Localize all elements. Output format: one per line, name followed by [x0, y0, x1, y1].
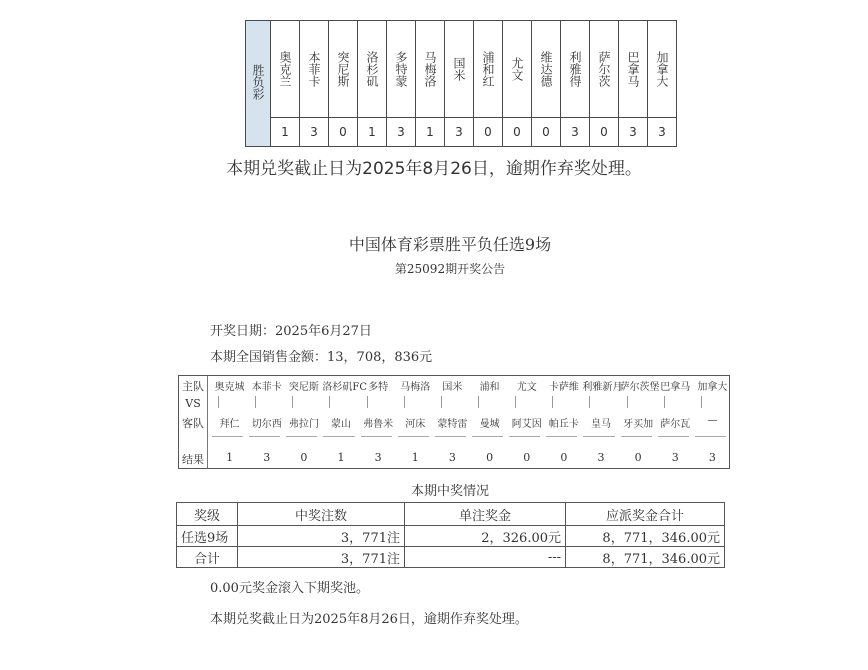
doc-subtitle: 第25092期开奖公告 [394, 262, 506, 276]
vs-bar [589, 396, 590, 408]
grid-divider [207, 376, 208, 468]
results-table [245, 20, 677, 147]
prize-title: 本期中奖情况 [410, 484, 489, 499]
team-cell: 国米 [445, 21, 474, 118]
home-team: 萨尔茨堡 [619, 382, 660, 393]
away-team: — [707, 415, 718, 426]
team-cell: 加拿大 [648, 21, 677, 118]
vs-bar [292, 396, 293, 408]
match-result: 0 [300, 451, 308, 464]
team-cell: 尤文 [503, 21, 532, 118]
dash-line [361, 436, 392, 437]
match-result: 3 [448, 451, 456, 464]
match-result: 0 [560, 451, 568, 464]
match-result: 0 [486, 451, 494, 464]
dash-line [621, 436, 652, 437]
match-result: 3 [671, 451, 679, 464]
match-column [360, 376, 397, 468]
prize-row [177, 547, 725, 568]
home-team: 利雅新月 [582, 382, 623, 393]
team-cell: 突尼斯 [329, 21, 358, 118]
result-cell: 1 [416, 118, 445, 147]
vs-bar [664, 396, 665, 408]
home-team: 本菲卡 [251, 382, 282, 393]
home-team: 巴拿马 [660, 382, 691, 393]
header-cell [246, 21, 271, 147]
match-column [322, 376, 368, 468]
grid-label-vs: VS [185, 397, 201, 410]
prize-cell: 2，326.00元 [405, 526, 566, 547]
result-cell: 0 [590, 118, 619, 147]
home-team: 浦和 [479, 382, 500, 393]
dash-line [249, 436, 280, 437]
match-column [508, 376, 545, 468]
match-column [285, 376, 322, 468]
home-team: 国米 [442, 382, 463, 393]
match-result: 3 [708, 451, 716, 464]
dash-line [583, 436, 614, 437]
draw-date: 开奖日期：2025年6月27日 [210, 324, 372, 339]
away-team: 帕丘卡 [548, 419, 579, 430]
home-team: 突尼斯 [288, 382, 319, 393]
away-team: 牙买加 [623, 419, 654, 430]
match-column [397, 376, 434, 468]
away-team: 皇马 [590, 419, 611, 430]
dash-line [323, 436, 354, 437]
result-cell: 0 [503, 118, 532, 147]
match-column [434, 376, 471, 468]
match-result: 1 [226, 451, 234, 464]
match-column [248, 376, 285, 468]
dash-line [286, 436, 317, 437]
result-cell: 3 [445, 118, 474, 147]
result-cell: 1 [358, 118, 387, 147]
vs-bar [478, 396, 479, 408]
vs-bar [627, 396, 628, 408]
vs-bar [404, 396, 405, 408]
dash-line [435, 436, 466, 437]
away-team: 弗拉门 [288, 419, 319, 430]
notice-top: 本期兑奖截止日为2025年8月26日，逾期作弃奖处理。 [226, 159, 642, 179]
result-cell: 0 [474, 118, 503, 147]
prize-cell: 任选9场 [177, 526, 238, 547]
vs-bar [441, 396, 442, 408]
prize-cell: 3，771注 [238, 547, 405, 568]
vs-bar [255, 396, 256, 408]
home-team: 卡萨维 [548, 382, 579, 393]
match-column [619, 376, 660, 468]
sales-amount: 本期全国销售金额：13，708，836元 [210, 350, 433, 365]
match-column [471, 376, 508, 468]
vs-bar [515, 396, 516, 408]
match-result: 0 [634, 451, 642, 464]
vs-bar [329, 396, 330, 408]
prize-cell: --- [405, 547, 566, 568]
team-cell: 萨尔茨 [590, 21, 619, 118]
team-cell: 马梅洛 [416, 21, 445, 118]
home-team: 加拿大 [697, 382, 728, 393]
scanned-announcement [170, 222, 730, 662]
grid-label-result: 结果 [182, 453, 204, 466]
away-team: 曼城 [479, 419, 500, 430]
result-cell: 3 [387, 118, 416, 147]
vs-bar [552, 396, 553, 408]
prize-header: 奖级 [177, 503, 238, 526]
dash-line [509, 436, 540, 437]
result-cell: 1 [271, 118, 300, 147]
prize-header: 应派奖金合计 [566, 503, 725, 526]
away-team: 拜仁 [219, 419, 240, 430]
result-cell: 3 [648, 118, 677, 147]
match-column [545, 376, 582, 468]
away-team: 切尔西 [251, 419, 282, 430]
vs-bar [701, 396, 702, 408]
header-label: 胜负彩 [251, 64, 265, 100]
match-column [582, 376, 623, 468]
home-team: 洛杉矶FC [322, 382, 368, 393]
match-result: 0 [523, 451, 531, 464]
home-team: 奥克城 [214, 382, 245, 393]
team-cell: 巴拿马 [619, 21, 648, 118]
home-team: 马梅洛 [400, 382, 431, 393]
prize-header: 单注奖金 [405, 503, 566, 526]
prize-cell: 3，771注 [238, 526, 405, 547]
home-team: 尤文 [516, 382, 537, 393]
prize-table [176, 502, 725, 568]
result-cell: 0 [329, 118, 358, 147]
away-team: 蒙山 [330, 419, 351, 430]
rollover-note: 0.00元奖金滚入下期奖池。 [210, 581, 369, 596]
notice-bottom: 本期兑奖截止日为2025年8月26日，逾期作弃奖处理。 [210, 612, 528, 627]
result-cell: 0 [532, 118, 561, 147]
result-cell: 3 [561, 118, 590, 147]
away-team: 蒙特雷 [437, 419, 468, 430]
team-cell: 维达德 [532, 21, 561, 118]
match-result: 1 [411, 451, 419, 464]
prize-cell: 8，771，346.00元 [566, 526, 725, 547]
dash-line [546, 436, 577, 437]
vs-bar [367, 396, 368, 408]
vs-bar [218, 396, 219, 408]
match-result: 3 [597, 451, 605, 464]
match-column [211, 376, 248, 468]
dash-line [658, 436, 689, 437]
match-result: 3 [374, 451, 382, 464]
match-column [657, 376, 694, 468]
grid-label-home: 主队 [182, 380, 204, 393]
team-cell: 浦和红 [474, 21, 503, 118]
prize-cell: 合计 [177, 547, 238, 568]
away-team: 萨尔瓦 [660, 419, 691, 430]
away-team: 弗鲁米 [363, 419, 394, 430]
prize-cell: 8，771，346.00元 [566, 547, 725, 568]
match-grid [178, 375, 730, 469]
team-cell: 多特蒙 [387, 21, 416, 118]
dash-line [472, 436, 503, 437]
match-result: 1 [337, 451, 345, 464]
away-team: 河床 [405, 419, 426, 430]
team-cell: 本菲卡 [300, 21, 329, 118]
away-team: 阿艾因 [511, 419, 542, 430]
team-cell: 利雅得 [561, 21, 590, 118]
match-column [694, 376, 731, 468]
grid-label-away: 客队 [182, 417, 204, 430]
match-result: 3 [263, 451, 271, 464]
home-team: 多特 [368, 382, 389, 393]
prize-row [177, 526, 725, 547]
result-cell: 3 [619, 118, 648, 147]
dash-line [398, 436, 429, 437]
doc-title: 中国体育彩票胜平负任选9场 [348, 235, 552, 254]
team-cell: 奥克兰 [271, 21, 300, 118]
prize-header: 中奖注数 [238, 503, 405, 526]
result-cell: 3 [300, 118, 329, 147]
dash-line [212, 436, 243, 437]
dash-line [695, 436, 726, 437]
team-cell: 洛杉矶 [358, 21, 387, 118]
